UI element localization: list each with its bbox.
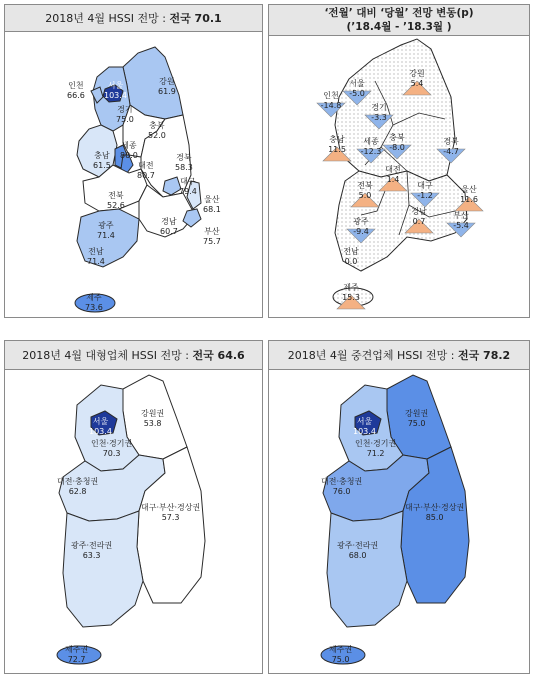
change-value: -3.3	[371, 113, 387, 122]
panel-title: 2018년 4월 중견업체 HSSI 전망 : 전국 78.2	[287, 349, 511, 362]
label-daejeon: 대전 80.7	[137, 161, 155, 180]
panel-hssi-midsize	[268, 340, 530, 674]
label-gangwon: 강원 61.9	[158, 77, 176, 96]
label-incheon-gyeonggi: 인천·경기권 71.2	[355, 439, 397, 458]
change-label	[455, 185, 483, 205]
label-gyeongnam: 경남 60.7	[160, 217, 178, 236]
change-value: -5.0	[349, 89, 365, 98]
change-label	[317, 91, 345, 111]
change-label	[337, 283, 365, 303]
label-busan: 부산 75.7	[203, 227, 221, 246]
label-gwangju-jeolla: 광주·전라권 63.3	[71, 541, 113, 560]
region-name: 강원	[409, 69, 425, 78]
region-name: 충북	[389, 133, 405, 142]
change-label	[405, 207, 433, 227]
korea-map-large	[5, 341, 262, 673]
label-seoul: 서울 103.4	[353, 417, 376, 436]
panel-title-line2: (’18.4월 - ’18.3월 )	[346, 21, 452, 33]
change-label	[437, 137, 465, 157]
change-label	[411, 181, 439, 201]
change-value: -12.3	[360, 147, 382, 156]
panel-title-line1: ‘전월’ 대비 ‘당월’ 전망 변동(p)	[324, 7, 474, 19]
label-gyeonggi: 경기 75.0	[116, 105, 134, 124]
change-label	[351, 181, 379, 201]
change-value: -4.7	[443, 147, 459, 156]
change-value: 5.4	[410, 79, 424, 88]
change-value: -8.0	[389, 143, 405, 152]
change-label	[343, 79, 371, 99]
korea-map-midsize	[269, 341, 529, 673]
label-jeju: 제주권 72.7	[65, 645, 89, 664]
change-label	[337, 247, 365, 267]
region-name: 제주	[343, 283, 359, 292]
label-jeonbuk: 전북 52.6	[107, 191, 125, 210]
region-name: 대전	[385, 165, 401, 174]
label-gwangju-jeolla: 광주·전라권 68.0	[337, 541, 379, 560]
korea-map-regional	[5, 5, 262, 317]
change-value: 11.5	[328, 145, 346, 154]
label-jeonnam: 전남 71.4	[87, 247, 105, 266]
region-name: 인천	[323, 91, 339, 100]
change-label	[323, 135, 351, 155]
change-value: -9.4	[353, 227, 369, 236]
region-name: 서울	[349, 79, 365, 88]
region-name: 전남	[343, 247, 359, 256]
change-markers	[269, 5, 529, 317]
change-label	[383, 133, 411, 153]
region-name: 울산	[461, 185, 477, 194]
region-name: 대구	[417, 181, 433, 190]
region-gwangju-jeolla	[63, 511, 143, 627]
region-name: 전북	[357, 181, 373, 190]
label-jeju: 제주 73.6	[85, 293, 103, 312]
panel-hssi-change	[268, 4, 530, 318]
label-gangwon: 강원권 53.8	[141, 409, 165, 428]
label-seoul: 서울 103.4	[89, 417, 112, 436]
label-incheon: 인천 66.6	[67, 81, 85, 100]
change-value: 0.7	[412, 217, 426, 226]
label-daejeon-chungcheong: 대전·충청권 62.8	[57, 477, 99, 496]
change-label	[365, 103, 393, 123]
change-value: -14.8	[320, 101, 342, 110]
region-name: 경남	[411, 207, 427, 216]
panel-hssi-regional	[4, 4, 263, 318]
label-jeju: 제주권 75.0	[329, 645, 353, 664]
region-name: 충남	[329, 135, 345, 144]
label-incheon-gyeonggi: 인천·경기권 70.3	[91, 439, 133, 458]
region-name: 광주	[353, 217, 369, 226]
label-gyeongbuk: 경북 58.3	[175, 153, 193, 172]
region-name: 부산	[453, 211, 469, 220]
region-name: 경북	[443, 137, 459, 146]
label-daegu: 대구 79.4	[179, 177, 197, 196]
change-label	[447, 211, 475, 231]
label-seoul: 서울 103.4	[104, 81, 127, 100]
change-value: 5.0	[358, 191, 372, 200]
label-chungnam: 충남 61.5	[93, 151, 111, 170]
label-daegu-busan-gyeongsang: 대구·부산·경상권 57.3	[141, 503, 201, 522]
change-label	[357, 137, 385, 157]
panel-title: 2018년 4월 대형업체 HSSI 전망 : 전국 64.6	[22, 349, 245, 362]
label-gangwon: 강원권 75.0	[405, 409, 429, 428]
change-label	[347, 217, 375, 237]
region-gwangju-jeolla	[327, 511, 407, 627]
change-value: 11.6	[460, 195, 478, 204]
label-daegu-busan-gyeongsang: 대구·부산·경상권 85.0	[405, 503, 465, 522]
label-chungbuk: 충북 52.0	[148, 121, 166, 140]
panel-hssi-large	[4, 340, 263, 674]
label-gwangju: 광주 71.4	[97, 221, 115, 240]
change-label	[379, 165, 407, 185]
label-daejeon-chungcheong: 대전·충청권 76.0	[321, 477, 363, 496]
change-value: 0.0	[344, 257, 358, 266]
panel-title: 2018년 4월 HSSI 전망 : 전국 70.1	[45, 12, 222, 25]
change-value: 15.3	[342, 293, 360, 302]
change-value: -1.2	[417, 191, 433, 200]
change-label	[403, 69, 431, 89]
region-name: 세종	[363, 137, 379, 146]
label-sejong: 세종 80.0	[120, 141, 138, 160]
change-value: 1.4	[386, 175, 400, 184]
change-value: -5.4	[453, 221, 469, 230]
label-ulsan: 울산 68.1	[203, 195, 221, 214]
region-name: 경기	[371, 103, 387, 112]
